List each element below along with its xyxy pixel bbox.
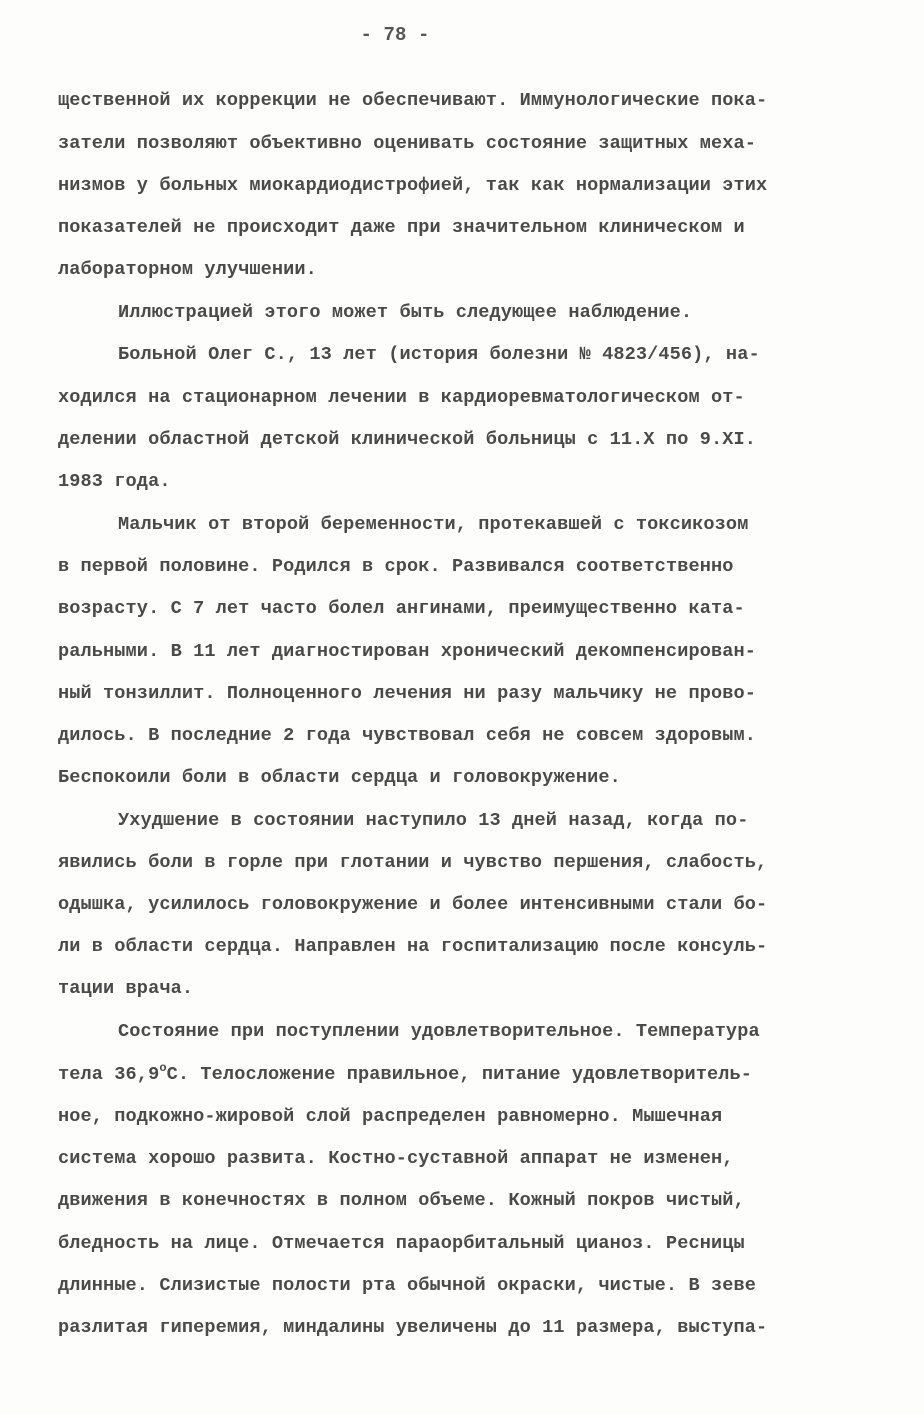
degree-superscript: о — [159, 1061, 167, 1075]
text-line: движения в конечностях в полном объеме. Кожный покров чистый, — [58, 1190, 745, 1211]
text-line: система хорошо развита. Костно-суставной аппарат не изменен, — [58, 1148, 734, 1169]
text-line: Иллюстрацией этого может быть следующее наблюдение. — [118, 302, 693, 323]
text-fragment: С. Телосложение правильное, питание удовлетворитель- — [166, 1064, 753, 1085]
text-line: ральными. В 11 лет диагностирован хронический декомпенсирован- — [58, 641, 756, 662]
text-line: ходился на стационарном лечении в кардиоревматологическом от- — [58, 387, 745, 408]
text-line: возрасту. С 7 лет часто болел ангинами, преимущественно ката- — [58, 598, 745, 619]
text-line: лабораторном улучшении. — [58, 259, 317, 280]
text-line — [58, 1061, 753, 1085]
text-line: 1983 года. — [58, 471, 171, 492]
text-line: одышка, усилилось головокружение и более интенсивными стали бо- — [58, 894, 768, 915]
text-line: тации врача. — [58, 978, 194, 999]
text-line: делении областной детской клинической больницы с 11.Х по 9.ХI. — [58, 429, 756, 450]
text-line: низмов у больных миокардиодистрофией, так как нормализации этих — [58, 175, 768, 196]
text-line: ли в области сердца. Направлен на госпитализацию после консуль- — [58, 936, 768, 957]
page-number: - 78 - — [360, 24, 430, 46]
text-line: дилось. В последние 2 года чувствовал себя не совсем здоровым. — [58, 725, 756, 746]
text-line: ный тонзиллит. Полноценного лечения ни разу мальчику не прово- — [58, 683, 756, 704]
text-line: Ухудшение в состоянии наступило 13 дней назад, когда по- — [118, 810, 749, 831]
text-line: разлитая гиперемия, миндалины увеличены до 11 размера, выступа- — [58, 1317, 768, 1338]
text-line: затели позволяют объективно оценивать состояние защитных меха- — [58, 133, 756, 154]
text-line: Больной Олег С., 13 лет (история болезни № 4823/456), на- — [118, 344, 760, 365]
text-line: бледность на лице. Отмечается параорбитальный цианоз. Ресницы — [58, 1233, 745, 1254]
text-line: Беспокоили боли в области сердца и головокружение. — [58, 767, 621, 788]
text-line: показателей не происходит даже при значительном клиническом и — [58, 217, 745, 238]
text-line: явились боли в горле при глотании и чувство першения, слабость, — [58, 852, 768, 873]
text-line: длинные. Слизистые полости рта обычной окраски, чистые. В зеве — [58, 1275, 756, 1296]
text-line: ное, подкожно-жировой слой распределен равномерно. Мышечная — [58, 1106, 723, 1127]
text-line: Мальчик от второй беременности, протекавшей с токсикозом — [118, 514, 749, 535]
text-line: щественной их коррекции не обеспечивают. Иммунологические пока- — [58, 90, 768, 111]
text-line: Состояние при поступлении удовлетворительное. Температура — [118, 1021, 760, 1042]
text-line: в первой половине. Родился в срок. Развивался соответственно — [58, 556, 734, 577]
text-fragment: тела 36,9 — [58, 1064, 160, 1085]
